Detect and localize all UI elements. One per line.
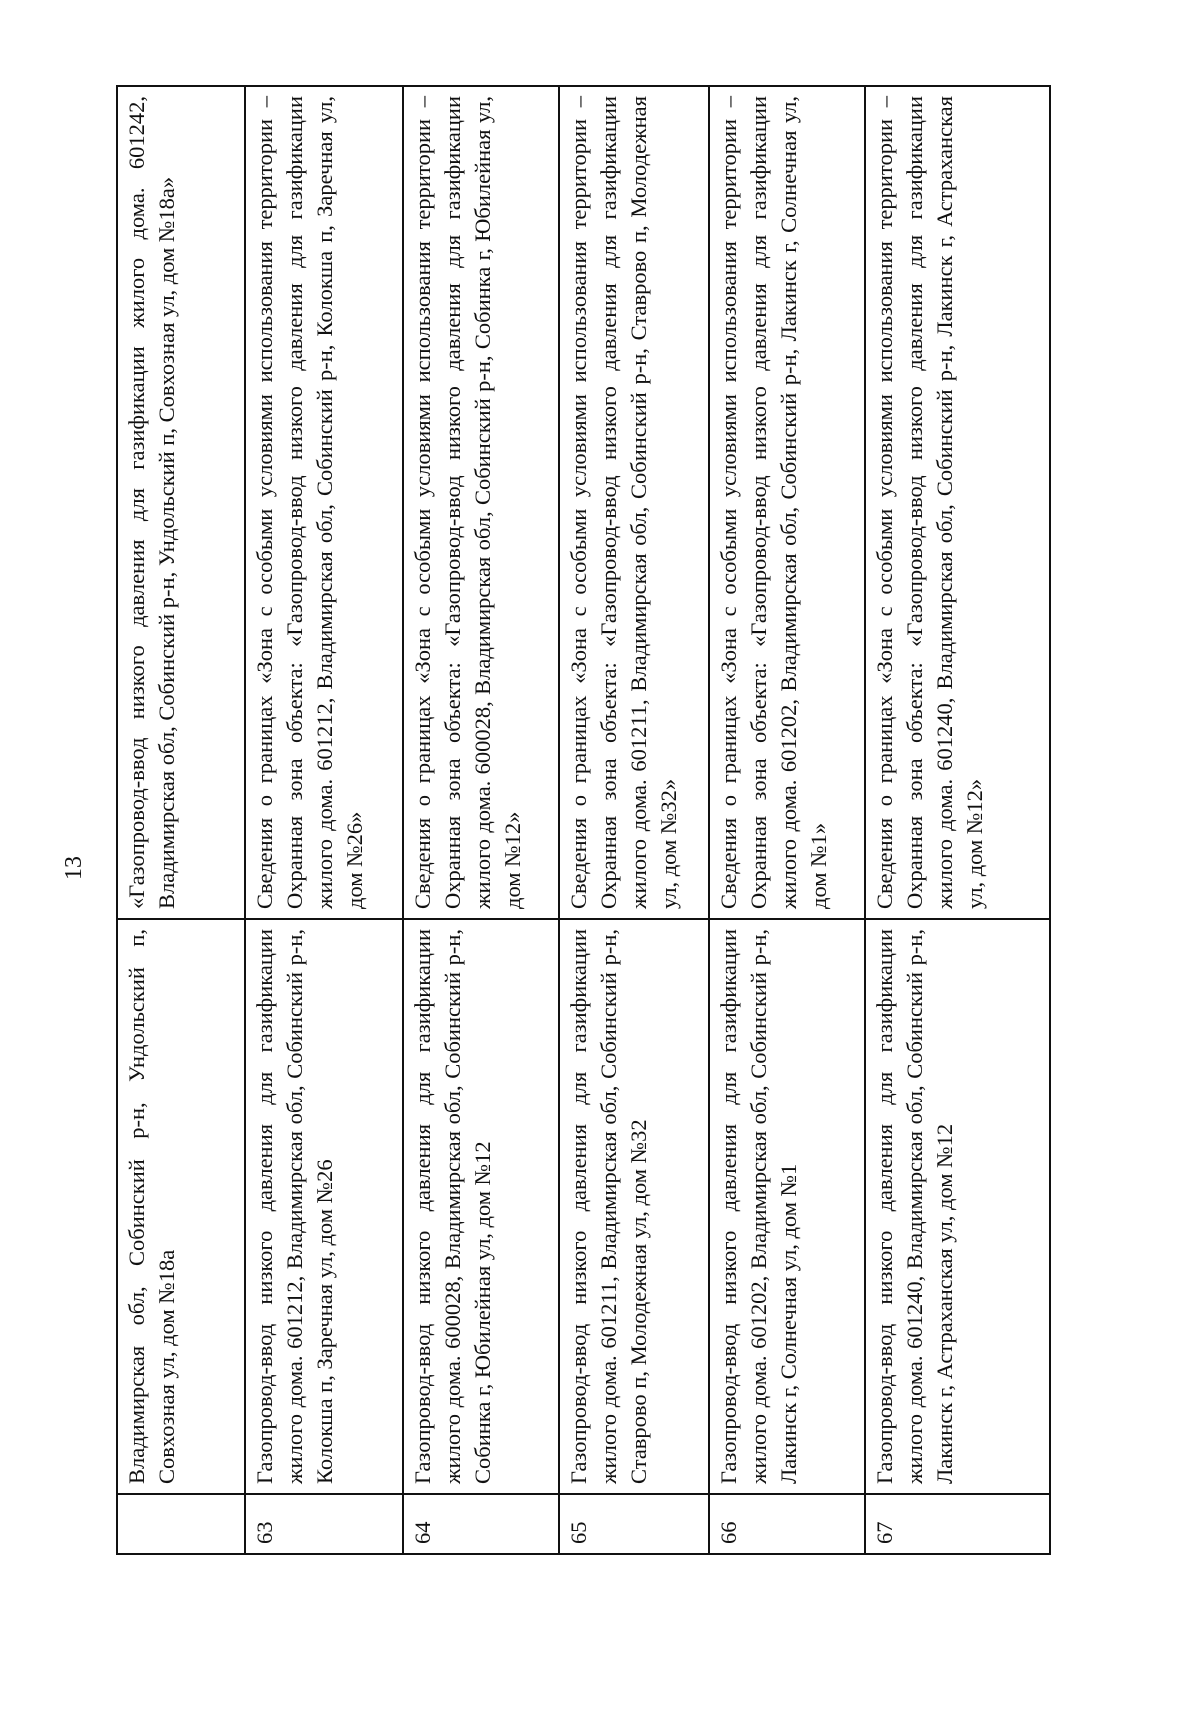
boundary-info-cell: Сведения о границах «Зона с особыми условиями использования территории – Охранная зона объекта: «Газопровод-ввод низкого давления для газификации жилого дома. 601211, Владимирская обл, Собинский р-н, Ставрово п, Молодежная ул, дом №32» bbox=[559, 86, 709, 919]
object-name-cell: Газопровод-ввод низкого давления для газификации жилого дома. 601211, Владимирская обл, Собинский р-н, Ставрово п, Молодежная ул, дом №32 bbox=[559, 919, 709, 1494]
row-number-cell: 64 bbox=[403, 1494, 559, 1554]
table-row bbox=[245, 86, 403, 1554]
object-name-cell: Газопровод-ввод низкого давления для газификации жилого дома. 601240, Владимирская обл, Собинский р-н, Лакинск г, Астраханская ул, дом №12 bbox=[865, 919, 1050, 1494]
rotated-table-container bbox=[116, 85, 1051, 1555]
page-number: 13 bbox=[61, 856, 87, 880]
boundaries-table bbox=[116, 85, 1051, 1555]
boundary-info-cell: Сведения о границах «Зона с особыми условиями использования территории – Охранная зона объекта: «Газопровод-ввод низкого давления для газификации жилого дома. 601240, Владимирская обл, Собинский р-н, Лакинск г, Астраханская ул, дом №12» bbox=[865, 86, 1050, 919]
object-name-cell: Газопровод-ввод низкого давления для газификации жилого дома. 600028, Владимирская обл, Собинский р-н, Собинка г, Юбилейная ул, дом №12 bbox=[403, 919, 559, 1494]
boundary-info-cell: «Газопровод-ввод низкого давления для газификации жилого дома. 601242, Владимирская обл, Собинский р-н, Ундольский п, Совхозная ул, дом №18а» bbox=[117, 86, 245, 919]
row-number-cell: 67 bbox=[865, 1494, 1050, 1554]
table-row bbox=[117, 86, 245, 1554]
object-name-cell: Газопровод-ввод низкого давления для газификации жилого дома. 601212, Владимирская обл, Собинский р-н, Колокша п, Заречная ул, дом №26 bbox=[245, 919, 403, 1494]
row-number-cell bbox=[117, 1494, 245, 1554]
table-body bbox=[117, 86, 1050, 1554]
table-row bbox=[709, 86, 865, 1554]
row-number-cell: 66 bbox=[709, 1494, 865, 1554]
boundary-info-cell: Сведения о границах «Зона с особыми условиями использования территории – Охранная зона объекта: «Газопровод-ввод низкого давления для газификации жилого дома. 601212, Владимирская обл, Собинский р-н, Колокша п, Заречная ул, дом №26» bbox=[245, 86, 403, 919]
object-name-cell: Владимирская обл, Собинский р-н, Ундольский п, Совхозная ул, дом №18а bbox=[117, 919, 245, 1494]
object-name-cell: Газопровод-ввод низкого давления для газификации жилого дома. 601202, Владимирская обл, Собинский р-н, Лакинск г, Солнечная ул, дом №1 bbox=[709, 919, 865, 1494]
table-row bbox=[403, 86, 559, 1554]
boundary-info-cell: Сведения о границах «Зона с особыми условиями использования территории – Охранная зона объекта: «Газопровод-ввод низкого давления для газификации жилого дома. 601202, Владимирская обл, Собинский р-н, Лакинск г, Солнечная ул, дом №1» bbox=[709, 86, 865, 919]
boundary-info-cell: Сведения о границах «Зона с особыми условиями использования территории – Охранная зона объекта: «Газопровод-ввод низкого давления для газификации жилого дома. 600028, Владимирская обл, Собинский р-н, Собинка г, Юбилейная ул, дом №12» bbox=[403, 86, 559, 919]
table-row bbox=[559, 86, 709, 1554]
table-row bbox=[865, 86, 1050, 1554]
row-number-cell: 65 bbox=[559, 1494, 709, 1554]
row-number-cell: 63 bbox=[245, 1494, 403, 1554]
